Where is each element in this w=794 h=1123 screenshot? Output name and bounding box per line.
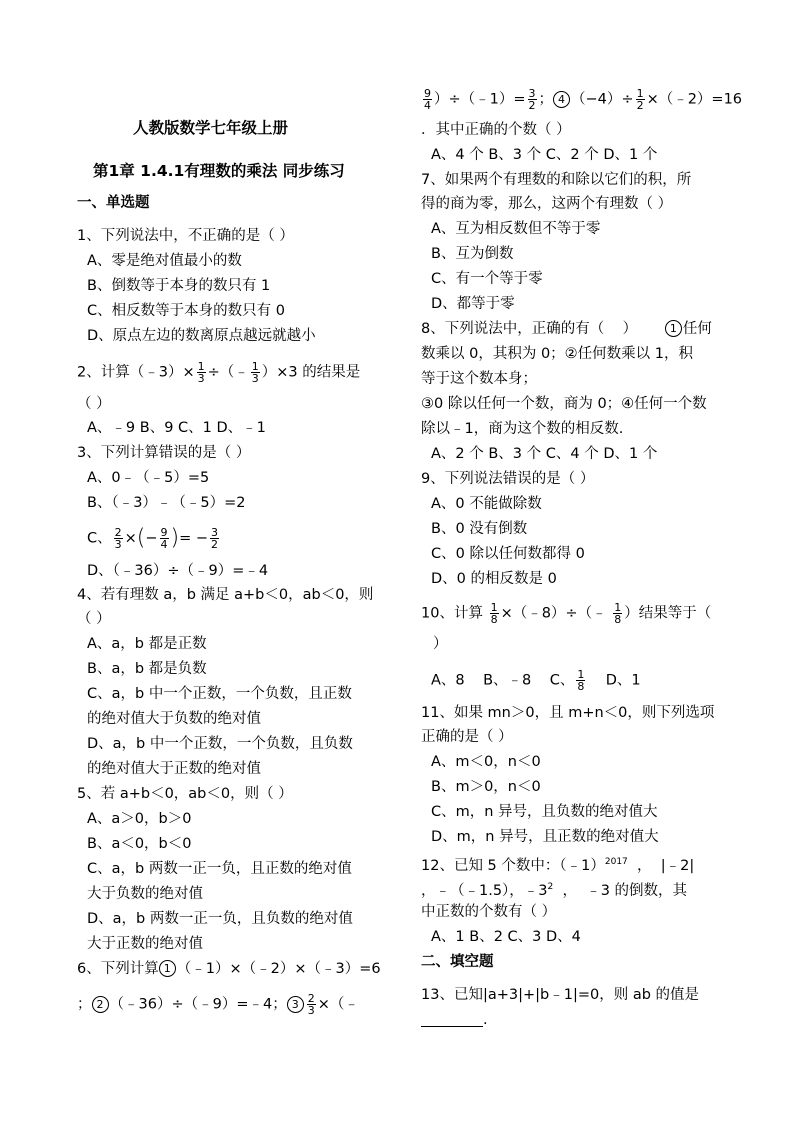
q1-option-c: C、相反数等于本身的数只有 0: [87, 303, 285, 319]
q6-question: ．其中正确的个数（ ）: [421, 122, 571, 138]
q3-option-d: D、（﹣36）÷（﹣9）=﹣4: [87, 563, 269, 579]
q11-option-b: B、m＞0，n＜0: [431, 779, 541, 795]
q13-answer-line: .: [421, 1010, 488, 1030]
q7-stem: 7、如果两个有理数的和除以它们的积，所: [421, 172, 692, 188]
q4-option-a: A、a，b 都是正数: [87, 636, 207, 652]
fraction: $\frac{2}{3}$: [114, 526, 122, 551]
q7-option-b: B、互为倒数: [431, 246, 514, 262]
fraction: $\frac{3}{2}$: [211, 526, 219, 551]
q8-options: A、2 个 B、3 个 C、4 个 D、1 个: [431, 446, 658, 462]
q5-option-d-cont: 大于正数的绝对值: [87, 936, 203, 952]
q6-stem-cont: ； 2 （﹣36）÷（﹣9）=﹣4； 3 $\frac{2}{3}$ ×（﹣: [77, 992, 359, 1017]
section-heading-fill: 二、填空题: [421, 954, 494, 970]
q3-option-a: A、0﹣（﹣5）=5: [87, 470, 210, 486]
q5-stem: 5、若 a+b＜0，ab＜0，则（ ）: [77, 786, 293, 802]
q11-stem: 11、如果 mn＞0，且 m+n＜0，则下列选项: [421, 705, 715, 721]
q12-options: A、1 B、2 C、3 D、4: [431, 929, 581, 945]
fraction: $\frac{1}{2}$: [636, 87, 644, 112]
fraction: $\frac{3}{2}$: [528, 87, 536, 112]
fraction: $\frac{2}{3}$: [307, 992, 315, 1017]
q4-paren: （ ）: [77, 611, 111, 627]
q9-option-c: C、0 除以任何数都得 0: [431, 546, 585, 562]
q5-option-d: D、a，b 两数一正一负，且负数的绝对值: [87, 911, 353, 927]
fraction: $\frac{9}{4}$: [424, 87, 431, 112]
fraction: $\frac{1}{3}$: [251, 360, 259, 385]
q9-stem: 9、下列说法错误的是（ ）: [421, 471, 595, 487]
q3-option-b: B、（﹣3）﹣（﹣5）=2: [87, 495, 246, 511]
q1-option-b: B、倒数等于本身的数只有 1: [87, 278, 271, 294]
section-heading-choice: 一、单选题: [77, 195, 150, 211]
q9-option-b: B、0 没有倒数: [431, 521, 528, 537]
q2-stem: 2、计算（﹣3）× $\frac{1}{3}$ ÷（﹣ $\frac{1}{3}$ ）×3 的结果是: [77, 360, 361, 385]
q1-option-a: A、零是绝对值最小的数: [87, 253, 242, 269]
q8-stem: 8、下列说法中，正确的有（ ） 1 任何: [421, 321, 712, 337]
q3-stem: 3、下列计算错误的是（ ）: [77, 445, 251, 461]
circled-number-1: 1: [665, 320, 682, 337]
q4-option-b: B、a，b 都是负数: [87, 661, 207, 677]
chapter-heading: 第1章 1.4.1有理数的乘法 同步练习: [93, 162, 345, 180]
circled-number-3: 3: [287, 996, 304, 1013]
q2-options: A、﹣9 B、9 C、1 D、﹣1: [87, 420, 266, 436]
q7-option-d: D、都等于零: [431, 296, 515, 312]
q4-option-d-cont: 的绝对值大于正数的绝对值: [87, 761, 261, 777]
q6-stem: 6、下列计算 1 （﹣1）×（﹣2）×（﹣3）=6: [77, 961, 381, 977]
q5-option-a: A、a＞0，b＞0: [87, 811, 192, 827]
fraction: $\frac{1}{8}$: [577, 668, 585, 693]
q4-option-d: D、a，b 中一个正数，一个负数，且负数: [87, 736, 353, 752]
q10-paren-close: ）: [433, 636, 448, 652]
q4-option-c-cont: 的绝对值大于负数的绝对值: [87, 711, 261, 727]
q9-option-a: A、0 不能做除数: [431, 496, 542, 512]
q1-option-d: D、原点左边的数离原点越远就越小: [87, 328, 316, 344]
circled-number-2: 2: [92, 996, 109, 1013]
q10-stem: 10、计算 $\frac{1}{8}$ ×（﹣8）÷（﹣ $\frac{1}{8}$ ）结果等于（: [421, 601, 712, 626]
circled-number-1: 1: [159, 960, 176, 977]
q2-paren: （ ）: [77, 396, 111, 412]
answer-blank[interactable]: [421, 1012, 483, 1027]
q6-options: A、4 个 B、3 个 C、2 个 D、1 个: [431, 147, 658, 163]
q10-options: A、8 B、﹣8 C、 $\frac{1}{8}$ D、1: [431, 668, 641, 693]
q12-stem-cont: ，﹣（﹣1.5），$﹣3^2$ ， ﹣3 的倒数，其: [421, 882, 688, 899]
document-title: 人教版数学七年级上册: [133, 119, 289, 137]
q11-option-d: D、m，n 异号，且正数的绝对值大: [431, 829, 659, 845]
q11-stem-cont: 正确的是（ ）: [421, 729, 513, 745]
q9-option-d: D、0 的相反数是 0: [431, 571, 557, 587]
q3-option-c: C、 $\frac{2}{3}$ ×(− $\frac{9}{4}$ )= − $\frac{3}{2}$: [87, 525, 219, 551]
q8-line-2: 数乘以 0，其积为 0；②任何数乘以 1，积: [421, 346, 694, 362]
fraction: $\frac{1}{3}$: [197, 360, 205, 385]
q5-option-b: B、a＜0，b＜0: [87, 836, 192, 852]
q11-option-a: A、m＜0，n＜0: [431, 754, 541, 770]
q1-stem: 1、下列说法中，不正确的是（ ）: [77, 228, 294, 244]
q11-option-c: C、m，n 异号，且负数的绝对值大: [431, 804, 658, 820]
q8-line-3: 等于这个数本身；: [421, 371, 537, 387]
q5-option-c-cont: 大于负数的绝对值: [87, 886, 203, 902]
q7-option-a: A、互为相反数但不等于零: [431, 221, 601, 237]
q12-stem: 12、已知 5 个数中：（﹣1）$^{2017}$ ， |﹣2|: [421, 857, 695, 874]
fraction: $\frac{1}{8}$: [614, 601, 622, 626]
q8-line-4: ③0 除以任何一个数，商为 0；④任何一个数: [421, 396, 707, 412]
circled-number-4: 4: [553, 91, 570, 108]
fraction: $\frac{1}{8}$: [490, 601, 498, 626]
q6-stem-cont-2: $\frac{9}{4}$ ）÷（﹣1）= $\frac{3}{2}$ ； 4 （−4）÷ $\frac{1}{2}$ ×（﹣2）=16: [424, 87, 743, 112]
q12-stem-cont-2: 中正数的个数有（ ）: [421, 904, 557, 920]
q8-line-5: 除以﹣1，商为这个数的相反数.: [421, 421, 624, 437]
fraction: $\frac{9}{4}$: [160, 526, 168, 551]
q7-option-c: C、有一个等于零: [431, 271, 543, 287]
q13-stem: 13、已知|a+3|+|b﹣1|=0，则 ab 的值是: [421, 987, 700, 1003]
q4-stem: 4、若有理数 a，b 满足 a+b＜0，ab＜0，则: [77, 587, 374, 603]
q4-option-c: C、a，b 中一个正数，一个负数，且正数: [87, 686, 352, 702]
q5-option-c: C、a，b 两数一正一负，且正数的绝对值: [87, 861, 352, 877]
q7-stem-cont: 得的商为零，那么，这两个有理数（ ）: [421, 196, 673, 212]
